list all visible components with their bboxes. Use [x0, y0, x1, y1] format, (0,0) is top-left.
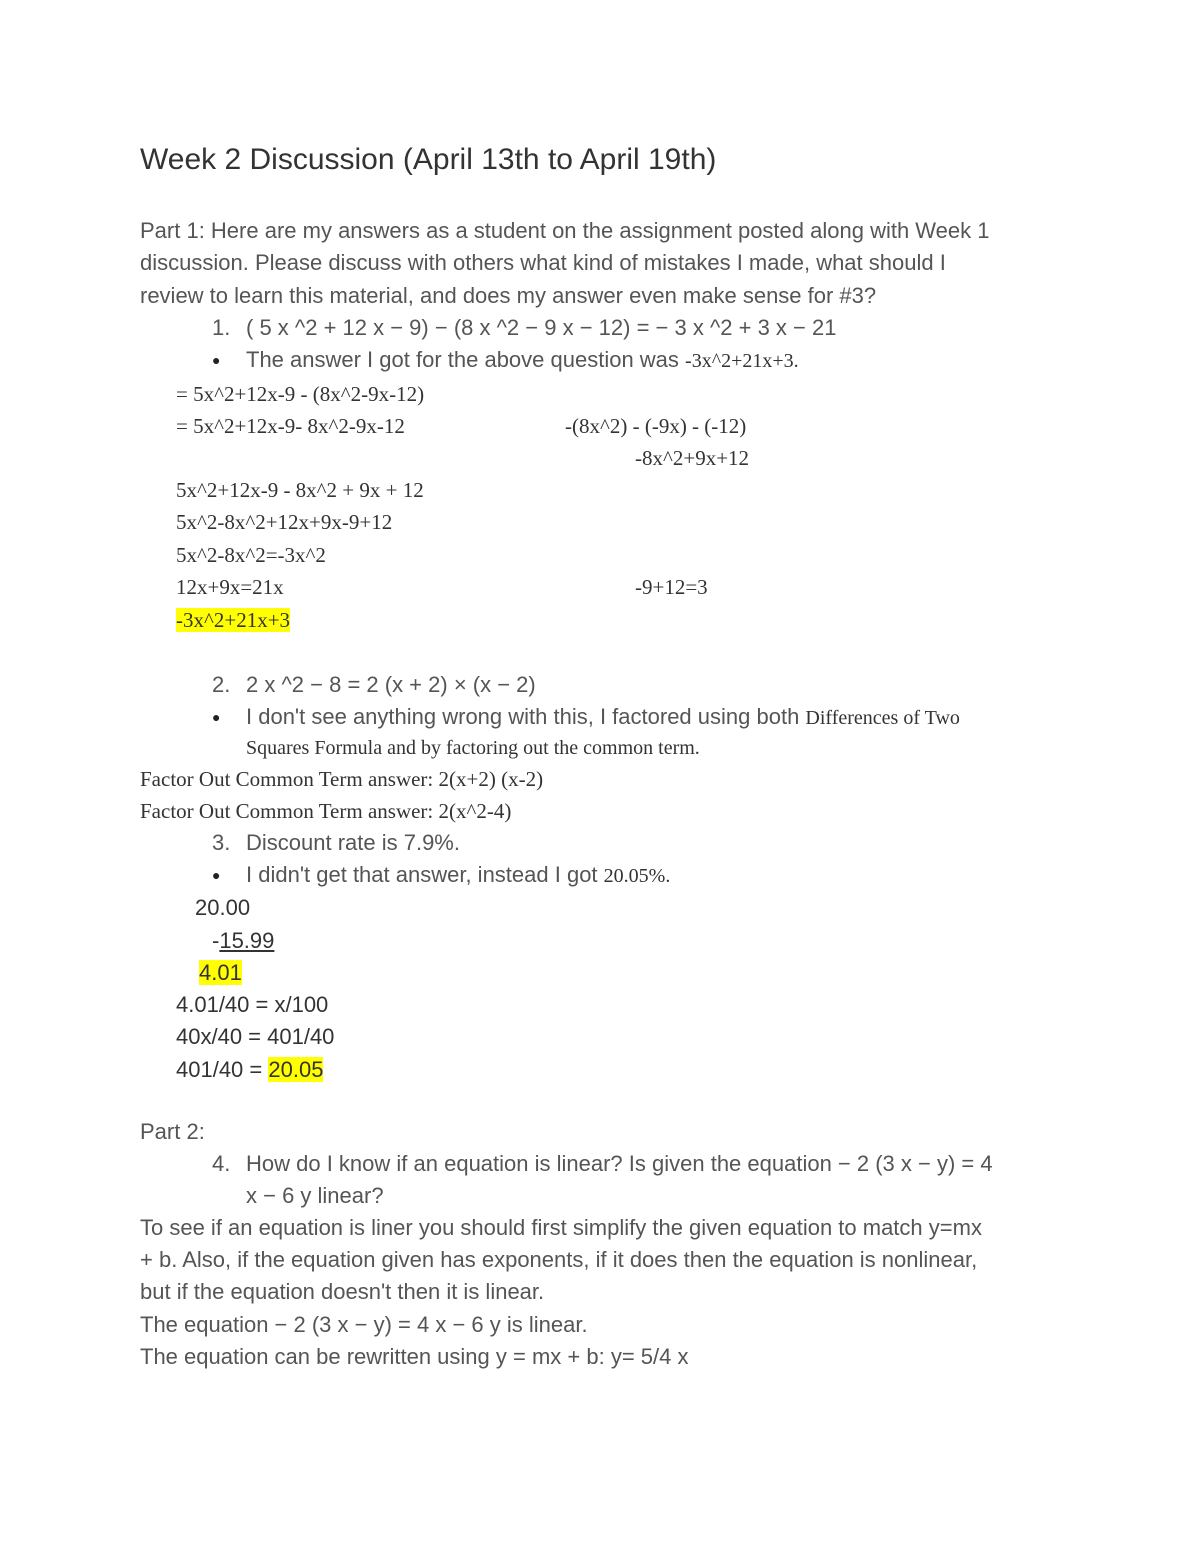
- work-line: [212, 926, 274, 956]
- bullet-answer: -3x^2+21x+3.: [685, 350, 799, 372]
- work-line: = 5x^2+12x-9- 8x^2-9x-12: [176, 414, 405, 438]
- answer-line: The equation − 2 (3 x − y) = 4 x − 6 y is linear.: [140, 1312, 588, 1337]
- bullet-answer: 20.05%.: [603, 865, 671, 887]
- work-line: 40x/40 = 401/40: [176, 1024, 335, 1049]
- bullet-text: The answer I got for the above question was: [246, 347, 686, 372]
- question-1-bullet: [212, 345, 799, 376]
- work-line: -(8x^2) - (-9x) - (-12): [565, 414, 747, 438]
- answer-line: The equation can be rewritten using y = mx + b: y= 5/4 x: [140, 1344, 689, 1369]
- question-3: [212, 828, 460, 858]
- work-line: Factor Out Common Term answer: 2(x+2) (x-2): [140, 767, 544, 791]
- work-line-highlighted: [199, 958, 242, 988]
- answer-line: + b. Also, if the equation given has exponents, if it does then the equation is nonlinear,: [140, 1247, 978, 1272]
- underlined-value: 15.99: [219, 928, 275, 953]
- answer-line: but if the equation doesn't then it is linear.: [140, 1279, 545, 1304]
- question-1: [212, 313, 836, 343]
- question-2: [212, 670, 536, 700]
- bullet-icon: ●: [212, 709, 221, 725]
- bullet-icon: ●: [212, 352, 221, 368]
- bullet-continuation: Squares Formula and by factoring out the common term.: [246, 737, 700, 759]
- work-line: 4.01/40 = x/100: [176, 992, 329, 1017]
- work-line: 20.00: [195, 895, 251, 920]
- question-text: How do I know if an equation is linear? Is given the equation − 2 (3 x − y) = 4: [246, 1151, 993, 1176]
- work-line: Factor Out Common Term answer: 2(x^2-4): [140, 799, 512, 823]
- question-2-bullet: [212, 702, 960, 733]
- part1-intro-line2: discussion. Please discuss with others what kind of mistakes I made, what should I: [140, 250, 946, 275]
- question-3-bullet: [212, 860, 670, 891]
- bullet-text-serif: Differences of Two: [805, 707, 960, 729]
- question-text: Discount rate is 7.9%.: [246, 830, 460, 855]
- bullet-text: I don't see anything wrong with this, I factored using both: [246, 704, 806, 729]
- work-line: 5x^2+12x-9 - 8x^2 + 9x + 12: [176, 478, 424, 502]
- highlighted-value: 4.01: [199, 960, 242, 985]
- question-4-continuation: x − 6 y linear?: [246, 1183, 384, 1208]
- minus-sign: -: [212, 928, 220, 953]
- question-4: [212, 1149, 993, 1179]
- bullet-icon: ●: [212, 867, 221, 883]
- work-line: [176, 1055, 323, 1085]
- highlighted-value: 20.05: [268, 1057, 324, 1082]
- part2-heading: Part 2:: [140, 1119, 205, 1144]
- work-text: 401/40 =: [176, 1057, 269, 1082]
- work-line: -8x^2+9x+12: [635, 446, 750, 470]
- work-line: 5x^2-8x^2+12x+9x-9+12: [176, 510, 393, 534]
- work-line-highlighted: [176, 605, 290, 635]
- question-number: 4.: [212, 1151, 231, 1176]
- part1-intro-line1: Part 1: Here are my answers as a student on the assignment posted along with Week 1: [140, 218, 990, 243]
- answer-line: To see if an equation is liner you should first simplify the given equation to match y=mx: [140, 1215, 982, 1240]
- question-number: 3.: [212, 830, 231, 855]
- question-number: 2.: [212, 672, 231, 697]
- work-line: 5x^2-8x^2=-3x^2: [176, 543, 326, 567]
- question-text: ( 5 x ^2 + 12 x − 9) − (8 x ^2 − 9 x − 12) = − 3 x ^2 + 3 x − 21: [246, 315, 837, 340]
- page-title: Week 2 Discussion (April 13th to April 19th): [140, 143, 717, 176]
- work-line: 12x+9x=21x: [176, 575, 284, 599]
- question-number: 1.: [212, 315, 231, 340]
- question-text: 2 x ^2 − 8 = 2 (x + 2) × (x − 2): [246, 672, 536, 697]
- work-line: -9+12=3: [635, 575, 708, 599]
- work-line: = 5x^2+12x-9 - (8x^2-9x-12): [176, 382, 425, 406]
- bullet-text: I didn't get that answer, instead I got: [246, 862, 604, 887]
- part1-intro-line3: review to learn this material, and does my answer even make sense for #3?: [140, 283, 877, 308]
- highlighted-answer: -3x^2+21x+3: [176, 608, 291, 632]
